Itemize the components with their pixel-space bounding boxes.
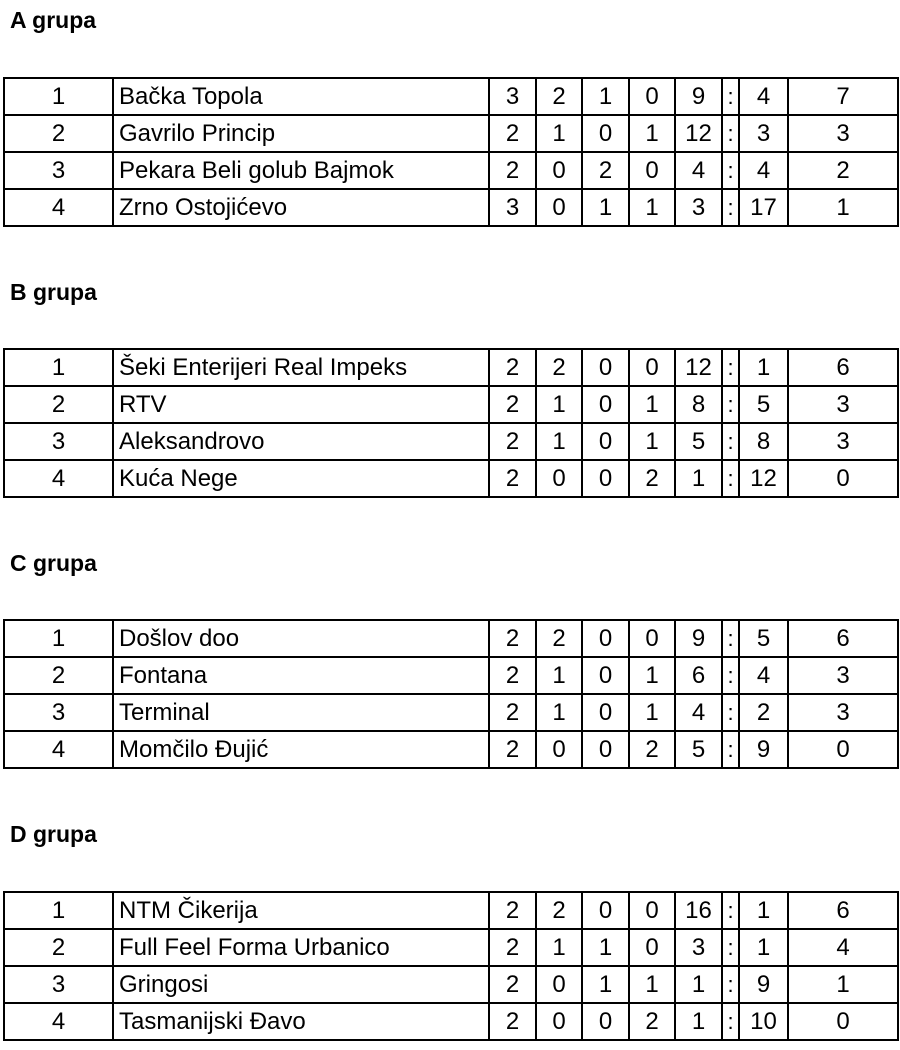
table-row [4, 423, 898, 460]
goals-for-cell: 12 [675, 349, 722, 386]
goal-separator: : [722, 694, 739, 731]
goals-for-cell: 4 [675, 694, 722, 731]
team-cell: Momčilo Đujić [113, 731, 489, 768]
points-cell: 6 [788, 892, 898, 929]
group-title-b: B grupa [10, 279, 97, 305]
goal-separator: : [722, 423, 739, 460]
drawn-cell: 0 [582, 386, 629, 423]
rank-cell: 3 [4, 694, 113, 731]
drawn-cell: 1 [582, 189, 629, 226]
rank-cell: 4 [4, 731, 113, 768]
drawn-cell: 0 [582, 731, 629, 768]
rank-cell: 3 [4, 423, 113, 460]
played-cell: 2 [489, 1003, 536, 1040]
drawn-cell: 2 [582, 152, 629, 189]
rank-cell: 3 [4, 152, 113, 189]
points-cell: 2 [788, 152, 898, 189]
won-cell: 1 [536, 386, 582, 423]
table-row [4, 349, 898, 386]
team-cell: Gringosi [113, 966, 489, 1003]
rank-cell: 1 [4, 78, 113, 115]
drawn-cell: 0 [582, 892, 629, 929]
table-row [4, 152, 898, 189]
lost-cell: 1 [629, 966, 675, 1003]
won-cell: 0 [536, 966, 582, 1003]
standings-table-b [3, 348, 899, 498]
played-cell: 2 [489, 620, 536, 657]
points-cell: 1 [788, 189, 898, 226]
team-cell: Pekara Beli golub Bajmok [113, 152, 489, 189]
team-cell: Zrno Ostojićevo [113, 189, 489, 226]
rank-cell: 4 [4, 1003, 113, 1040]
points-cell: 4 [788, 929, 898, 966]
drawn-cell: 0 [582, 460, 629, 497]
table-row [4, 78, 898, 115]
team-cell: RTV [113, 386, 489, 423]
goal-separator: : [722, 386, 739, 423]
lost-cell: 0 [629, 892, 675, 929]
played-cell: 2 [489, 115, 536, 152]
goals-against-cell: 5 [739, 386, 788, 423]
points-cell: 3 [788, 657, 898, 694]
goals-for-cell: 1 [675, 1003, 722, 1040]
lost-cell: 2 [629, 1003, 675, 1040]
won-cell: 1 [536, 929, 582, 966]
goal-separator: : [722, 115, 739, 152]
drawn-cell: 1 [582, 78, 629, 115]
goals-for-cell: 1 [675, 966, 722, 1003]
goals-against-cell: 4 [739, 152, 788, 189]
lost-cell: 0 [629, 78, 675, 115]
won-cell: 0 [536, 152, 582, 189]
goal-separator: : [722, 892, 739, 929]
goals-against-cell: 9 [739, 731, 788, 768]
goals-against-cell: 1 [739, 892, 788, 929]
team-cell: Bačka Topola [113, 78, 489, 115]
lost-cell: 1 [629, 189, 675, 226]
lost-cell: 0 [629, 620, 675, 657]
points-cell: 1 [788, 966, 898, 1003]
won-cell: 2 [536, 892, 582, 929]
group-title-a: A grupa [10, 7, 97, 33]
lost-cell: 1 [629, 423, 675, 460]
standings-table-d [3, 891, 899, 1041]
goal-separator: : [722, 349, 739, 386]
won-cell: 1 [536, 657, 582, 694]
points-cell: 3 [788, 694, 898, 731]
played-cell: 3 [489, 78, 536, 115]
lost-cell: 0 [629, 929, 675, 966]
goal-separator: : [722, 1003, 739, 1040]
won-cell: 0 [536, 731, 582, 768]
table-row [4, 460, 898, 497]
won-cell: 1 [536, 423, 582, 460]
goals-against-cell: 3 [739, 115, 788, 152]
played-cell: 2 [489, 349, 536, 386]
goal-separator: : [722, 929, 739, 966]
goals-against-cell: 8 [739, 423, 788, 460]
played-cell: 2 [489, 657, 536, 694]
points-cell: 7 [788, 78, 898, 115]
rank-cell: 4 [4, 189, 113, 226]
goals-against-cell: 4 [739, 657, 788, 694]
played-cell: 2 [489, 694, 536, 731]
team-cell: Šeki Enterijeri Real Impeks [113, 349, 489, 386]
played-cell: 3 [489, 189, 536, 226]
goals-against-cell: 1 [739, 929, 788, 966]
points-cell: 0 [788, 1003, 898, 1040]
goals-for-cell: 1 [675, 460, 722, 497]
lost-cell: 0 [629, 349, 675, 386]
goal-separator: : [722, 78, 739, 115]
points-cell: 3 [788, 386, 898, 423]
goals-against-cell: 17 [739, 189, 788, 226]
played-cell: 2 [489, 731, 536, 768]
lost-cell: 1 [629, 115, 675, 152]
lost-cell: 2 [629, 731, 675, 768]
table-row [4, 657, 898, 694]
lost-cell: 1 [629, 694, 675, 731]
rank-cell: 4 [4, 460, 113, 497]
goals-for-cell: 6 [675, 657, 722, 694]
points-cell: 6 [788, 349, 898, 386]
played-cell: 2 [489, 460, 536, 497]
goals-against-cell: 5 [739, 620, 788, 657]
table-row [4, 929, 898, 966]
lost-cell: 0 [629, 152, 675, 189]
won-cell: 0 [536, 189, 582, 226]
goals-for-cell: 8 [675, 386, 722, 423]
points-cell: 3 [788, 115, 898, 152]
goals-for-cell: 12 [675, 115, 722, 152]
won-cell: 2 [536, 78, 582, 115]
goals-for-cell: 3 [675, 929, 722, 966]
played-cell: 2 [489, 423, 536, 460]
rank-cell: 2 [4, 657, 113, 694]
team-cell: Došlov doo [113, 620, 489, 657]
lost-cell: 1 [629, 386, 675, 423]
goals-for-cell: 9 [675, 78, 722, 115]
goal-separator: : [722, 620, 739, 657]
won-cell: 2 [536, 349, 582, 386]
goals-against-cell: 10 [739, 1003, 788, 1040]
team-cell: NTM Čikerija [113, 892, 489, 929]
drawn-cell: 0 [582, 115, 629, 152]
team-cell: Fontana [113, 657, 489, 694]
goals-against-cell: 4 [739, 78, 788, 115]
drawn-cell: 1 [582, 966, 629, 1003]
table-row [4, 966, 898, 1003]
won-cell: 1 [536, 694, 582, 731]
played-cell: 2 [489, 966, 536, 1003]
goals-against-cell: 12 [739, 460, 788, 497]
team-cell: Tasmanijski Đavo [113, 1003, 489, 1040]
points-cell: 0 [788, 731, 898, 768]
points-cell: 0 [788, 460, 898, 497]
team-cell: Full Feel Forma Urbanico [113, 929, 489, 966]
group-title-c: C grupa [10, 550, 97, 576]
goal-separator: : [722, 460, 739, 497]
rank-cell: 2 [4, 115, 113, 152]
won-cell: 2 [536, 620, 582, 657]
lost-cell: 2 [629, 460, 675, 497]
table-row [4, 731, 898, 768]
table-row [4, 1003, 898, 1040]
team-cell: Aleksandrovo [113, 423, 489, 460]
team-cell: Terminal [113, 694, 489, 731]
goals-for-cell: 5 [675, 731, 722, 768]
goal-separator: : [722, 152, 739, 189]
drawn-cell: 0 [582, 423, 629, 460]
goals-for-cell: 3 [675, 189, 722, 226]
table-row [4, 620, 898, 657]
lost-cell: 1 [629, 657, 675, 694]
table-row [4, 189, 898, 226]
goals-against-cell: 2 [739, 694, 788, 731]
drawn-cell: 1 [582, 929, 629, 966]
points-cell: 3 [788, 423, 898, 460]
won-cell: 1 [536, 115, 582, 152]
rank-cell: 3 [4, 966, 113, 1003]
goals-against-cell: 1 [739, 349, 788, 386]
drawn-cell: 0 [582, 349, 629, 386]
goals-for-cell: 16 [675, 892, 722, 929]
points-cell: 6 [788, 620, 898, 657]
drawn-cell: 0 [582, 620, 629, 657]
goals-for-cell: 4 [675, 152, 722, 189]
rank-cell: 1 [4, 620, 113, 657]
table-row [4, 892, 898, 929]
goals-against-cell: 9 [739, 966, 788, 1003]
drawn-cell: 0 [582, 1003, 629, 1040]
rank-cell: 2 [4, 929, 113, 966]
goal-separator: : [722, 731, 739, 768]
won-cell: 0 [536, 1003, 582, 1040]
rank-cell: 1 [4, 892, 113, 929]
goals-for-cell: 5 [675, 423, 722, 460]
goals-for-cell: 9 [675, 620, 722, 657]
standings-table-c [3, 619, 899, 769]
table-row [4, 115, 898, 152]
goal-separator: : [722, 657, 739, 694]
team-cell: Gavrilo Princip [113, 115, 489, 152]
team-cell: Kuća Nege [113, 460, 489, 497]
rank-cell: 1 [4, 349, 113, 386]
rank-cell: 2 [4, 386, 113, 423]
goal-separator: : [722, 966, 739, 1003]
won-cell: 0 [536, 460, 582, 497]
played-cell: 2 [489, 892, 536, 929]
played-cell: 2 [489, 929, 536, 966]
standings-table-a [3, 77, 899, 227]
table-row [4, 694, 898, 731]
drawn-cell: 0 [582, 694, 629, 731]
group-title-d: D grupa [10, 821, 97, 847]
played-cell: 2 [489, 152, 536, 189]
played-cell: 2 [489, 386, 536, 423]
goal-separator: : [722, 189, 739, 226]
drawn-cell: 0 [582, 657, 629, 694]
table-row [4, 386, 898, 423]
